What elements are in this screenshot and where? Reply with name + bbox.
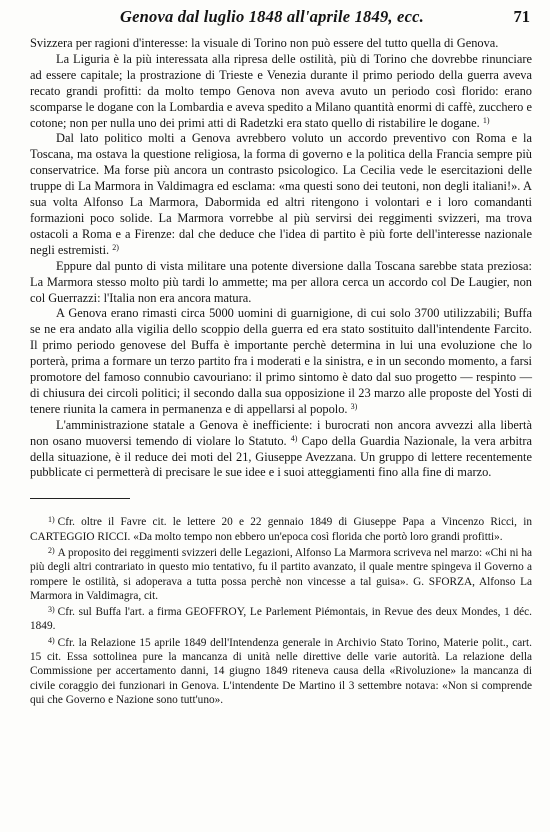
footnote-ref[interactable]: 2) xyxy=(112,242,119,252)
footnote-mark: 2) xyxy=(48,545,55,555)
paragraph: Svizzera per ragioni d'interesse: la visuale di Torino non può essere del tutto quella di Genova. xyxy=(30,36,499,50)
footnote: $^{4)}$ Cfr. la Relazione 15 aprile 1849 dell'Intendenza generale in Archivio Stato Torino, Materie polit., cart. 15 cit. Essa sottolinea pure la mancanza di unità nelle direttive delle varie autorità. La relazione della Commissione per accertamento danni, 14 giugno 1849 riteneva causa della «Rivoluzione» la mancanza di civile coraggio dei funzionari in Genova. L'intendente De Martino il 3 settembre notava: «Non si comprende qui che Governo e Nazione sono tutt'uno». xyxy=(30,635,532,706)
paragraph: A Genova erano rimasti circa 5000 uomini di guarnigione, di cui solo 3700 utilizzabili; Buffa se ne era andato alla vigilia dello scoppio della guerra ed era stato sostituito dall'intendente Farcito. Il primo periodo genovese del Buffa è importante perchè determina in lui una evoluzione che lo porterà, prima a formare un terzo partito fra i moderati e la sinistra, e in un secondo momento, a farsi promotore del famoso connubio cavouriano: il primo sintomo è dato dal suo progetto — respinto — di chiusura dei circoli politici; il secondo dalla sua opposizione il 23 marzo alle proposte del Yosti di tenere riunita la camera in permanenza e di appellarsi al popolo. $^{3)}$ xyxy=(30,306,532,416)
footnote-ref[interactable]: 4) xyxy=(290,433,298,443)
footnote: $^{3)}$ Cfr. sul Buffa l'art. a firma GEOFFROY, Le Parlement Piémontais, in Revue des deux Mondes, 1 déc. 1849. xyxy=(30,605,532,633)
footnote-separator xyxy=(30,498,130,499)
paragraph: L'amministrazione statale a Genova è inefficiente: i burocrati non ancora avvezzi alla libertà non osano muoversi temendo di violare lo Statuto. $^{4)}$ Capo della Guardia Nazionale, la vera arbitra della situazione, è il reduce dei moti del 21, Giuseppe Avezzana. Un gruppo di lettere recentemente pubblicate ci permetterà di precisare le sue idee e i suoi atteggiamenti fino alla fine di marzo. xyxy=(30,417,532,480)
page-header xyxy=(30,0,532,36)
footnote-mark: 4) xyxy=(48,635,55,645)
footnote-mark: 3) xyxy=(48,605,55,615)
footnote: $^{2)}$ A proposito dei reggimenti svizzeri delle Legazioni, Alfonso La Marmora scriveva nel marzo: «Chi ni ha più degli altri contrariato in questo mio tentativo, fu il partito avanzato, il quale mentre spingeva il Governo a rompere le ostilità, si adoperava a tutta possa perchè non vincesse a tal guisa». G. SFORZA, Alfonso La Marmora in Valdimagra, cit. xyxy=(30,545,533,602)
footnote-mark: 1) xyxy=(48,515,55,525)
footnote-ref[interactable]: 1) xyxy=(482,115,490,125)
paragraph: Dal lato politico molti a Genova avrebbero voluto un accordo preventivo con Roma e la Toscana, ma ostava la questione religiosa, la forma di governo e la politica della Francia sempre più conservatrice. Ma forse più ancora un contrasto psicologico. La Cecilia vede le esercitazioni delle truppe di La Marmora in Valdimagra ed esclama: «ma questi sono dei teutoni, non degli italiani!». A sua volta Alfonso La Marmora, Dabormida ed altri ritengono i volontari e i loro comandanti formazioni poco solide. La Marmora vorrebbe al più servirsi dei reggimenti svizzeri, ma trova ostacoli a Roma e a Firenze: dal che deduce che l'idea di partito è più forte dell'interesse nazionale negli estremisti. $^{2)}$ xyxy=(30,131,532,257)
body-text xyxy=(30,36,532,481)
footnotes xyxy=(30,513,532,707)
paragraph: La Liguria è la più interessata alla ripresa delle ostilità, più di Torino che dovrebbe rinunciare ad essere capitale; la prostrazione di Trieste e Venezia durante il primo periodo della guerra aveva recato grandi profitti: da molto tempo Genova non aveva avuto un periodo così florido: erano scomparse le dogane con la Lombardia e aveva spedito a Milano quantità enormi di caffè, zucchero e cotone; non per nulla uno dei primi atti di Radetzki era stato quello di ristabilire le dogane. $^{1)}$ xyxy=(30,51,532,130)
paragraph: Eppure dal punto di vista militare una potente diversione dalla Toscana sarebbe stata preziosa: La Marmora stesso molto più tardi lo ammette; ma per allora cerca un accordo col De Laugier, non col Guerrazzi: l'Italia non era ancora matura. xyxy=(30,258,532,305)
footnote-ref[interactable]: 3) xyxy=(350,401,358,411)
running-title: Genova dal luglio 1848 all'aprile 1849, ecc. xyxy=(120,7,424,26)
footnote: $^{1)}$ Cfr. oltre il Favre cit. le lettere 20 e 22 gennaio 1849 di Giuseppe Papa a Vincenzo Ricci, in CARTEGGIO RICCI. «Da molto tempo non ebbero un'epoca così florida che portò loro grandi profitti». xyxy=(30,515,532,543)
page-number: 71 xyxy=(513,7,530,26)
